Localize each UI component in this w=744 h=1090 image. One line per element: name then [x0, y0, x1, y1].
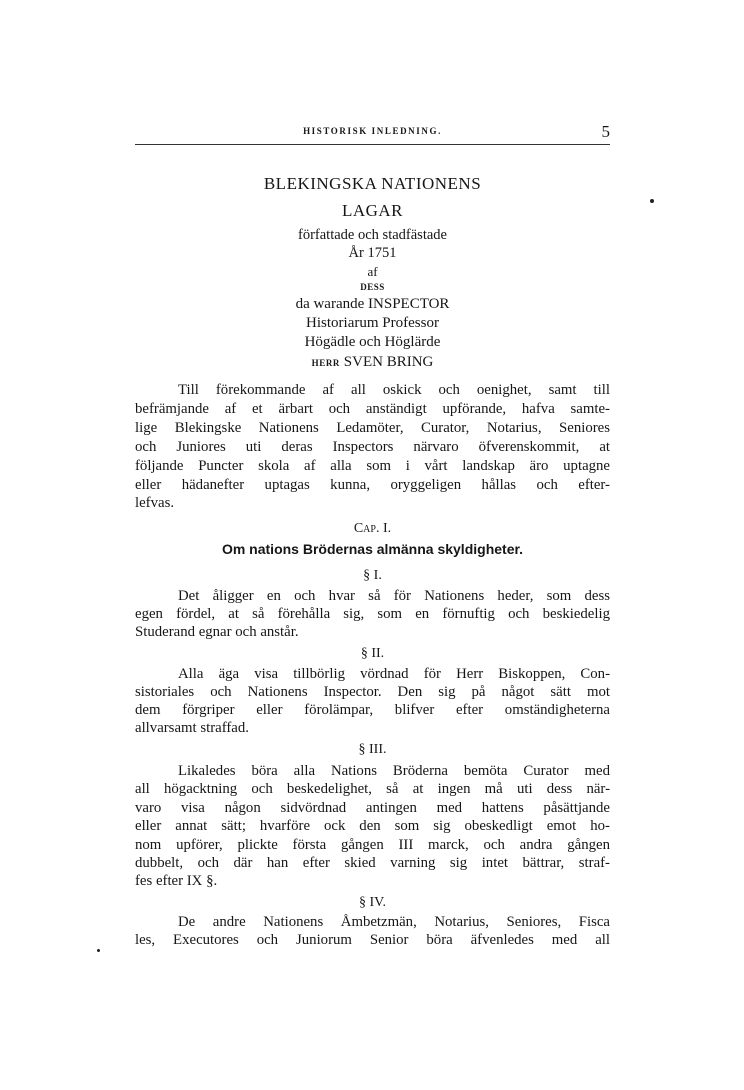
section-line: sistoriales och Nationens Inspector. Den sig på något sätt mot	[135, 684, 610, 700]
intro-line: lefvas.	[135, 495, 175, 511]
section-line: dem förgriper eller förolämpar, blifver efter omständigheterna	[135, 702, 610, 718]
intro-line: följande Puncter skola af alla som i vårt landskap äro uptagne	[135, 458, 610, 474]
section-line: Alla äga visa tillbörlig vördnad för Herr Biskoppen, Con-	[178, 666, 610, 682]
page-header	[135, 122, 610, 145]
section-line: all högacktning och beskedelighet, så at ingen må uti dess när-	[135, 781, 610, 797]
title-line-7: da warande INSPECTOR	[295, 296, 450, 312]
section-mark: § I.	[363, 568, 382, 583]
title-honorific: HERR	[311, 358, 341, 368]
title-line-3: författade och stadfästade	[298, 227, 447, 243]
section-line: allvarsamt straffad.	[135, 720, 249, 736]
title-line-8: Historiarum Professor	[306, 315, 439, 331]
title-line-4: År 1751	[348, 245, 397, 261]
title-line-5: af	[367, 264, 378, 279]
section-line: fes efter IX §.	[135, 873, 218, 889]
title-line-6: DESS	[360, 282, 385, 292]
chapter-heading: Om nations Brödernas almänna skyldigheter.	[221, 541, 524, 557]
print-speck	[650, 199, 654, 203]
section-line: nom upförer, plickte första gången III marck, och andra gången	[135, 837, 610, 853]
page-number: 5	[601, 122, 610, 141]
section-mark: § IV.	[359, 895, 386, 910]
section-line: les, Executores och Juniorum Senior böra äfvenledes med all	[135, 932, 610, 948]
section-line: De andre Nationens Åmbetzmän, Notarius, Seniores, Fisca	[178, 914, 610, 930]
section-mark: § II.	[360, 646, 385, 661]
intro-line: och Juniores uti deras Inspectors närvaro öfverenskommit, at	[135, 439, 610, 455]
section-line: eller annat sätt; hvarföre ock den som sig obeskedligt emot ho-	[135, 818, 610, 834]
intro-line: eller hädanefter uptagas kunna, oryggeligen hållas och efter-	[135, 477, 610, 493]
title-line-2: LAGAR	[341, 201, 404, 220]
chapter-label: Cap. I.	[353, 521, 392, 536]
section-line: egen fördel, at så förehålla sig, som en förnuftig och beskiedelig	[135, 606, 610, 622]
section-line: dubbelt, och där han efter skied varning sig intet bättrar, straf-	[135, 855, 610, 871]
section-mark: § III.	[358, 742, 387, 757]
title-line-10	[135, 354, 610, 371]
section-line: varo visa någon sidvördnad antingen med hattens påsättjande	[135, 800, 610, 816]
intro-line: befrämjande af et ärbart och anständigt upförande, hafva samte-	[135, 401, 610, 417]
section-line: Det åligger en och hvar så för Nationens heder, som dess	[178, 588, 610, 604]
intro-line: lige Blekingske Nationens Ledamöter, Curator, Notarius, Seniores	[135, 420, 610, 436]
running-title: HISTORISK INLEDNING.	[303, 126, 442, 136]
print-speck	[97, 949, 100, 952]
section-line: Likaledes böra alla Nations Bröderna bemöta Curator med	[178, 763, 610, 779]
title-line-9: Högädle och Höglärde	[304, 334, 441, 350]
title-line-1: BLEKINGSKA NATIONENS	[263, 174, 482, 193]
intro-line: Till förekommande af all oskick och oenighet, samt till	[178, 382, 610, 398]
section-line: Studerand egnar och anstår.	[135, 624, 299, 640]
title-name: SVEN BRING	[343, 354, 434, 370]
